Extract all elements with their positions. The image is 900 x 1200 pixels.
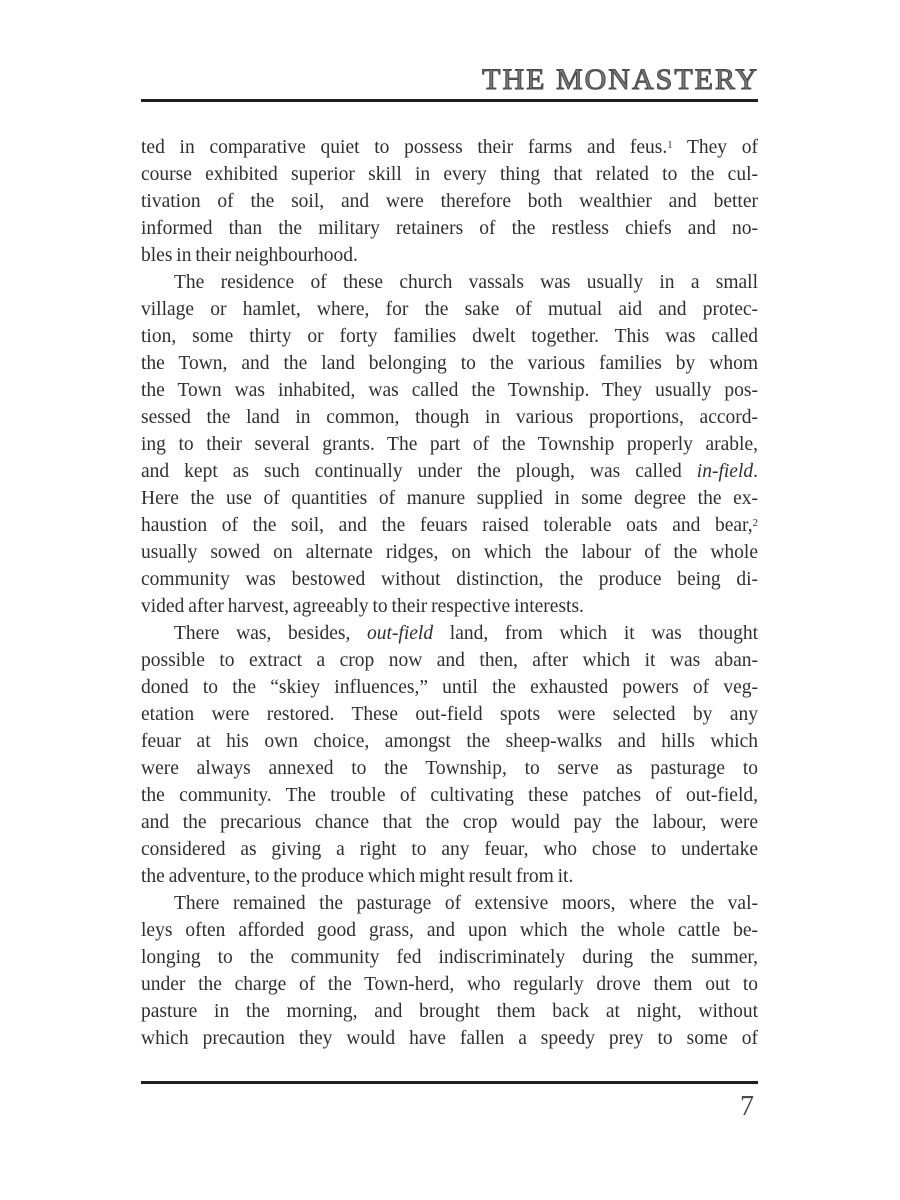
body-line: haustion of the soil, and the feuars raised tolerable oats and bear,$^2$ bbox=[141, 515, 758, 536]
italic-term: out-field bbox=[367, 623, 434, 644]
footer-rule bbox=[141, 1081, 758, 1084]
body-line: There was, besides, out-field land, from which it was thought bbox=[174, 623, 758, 644]
body-line: usually sowed on alternate ridges, on which the labour of the whole bbox=[141, 542, 758, 563]
body-line: doned to the “skiey influences,” until the exhausted powers of veg- bbox=[141, 677, 758, 698]
body-line: village or hamlet, where, for the sake of mutual aid and protec- bbox=[141, 299, 758, 320]
body-line: the Town, and the land belonging to the various families by whom bbox=[141, 353, 758, 374]
page-header-title: THE MONASTERY bbox=[482, 63, 759, 96]
body-line: community was bestowed without distinction, the produce being di- bbox=[141, 569, 758, 590]
header-rule bbox=[141, 99, 758, 102]
body-line: informed than the military retainers of the restless chiefs and no- bbox=[141, 218, 758, 239]
body-line: There remained the pasturage of extensive moors, where the val- bbox=[174, 893, 758, 914]
body-line: ing to their several grants. The part of the Township properly arable, bbox=[141, 434, 758, 455]
body-line: feuar at his own choice, amongst the sheep-walks and hills which bbox=[141, 731, 758, 752]
italic-term: in-field bbox=[696, 461, 754, 482]
body-line: and the precarious chance that the crop would pay the labour, were bbox=[141, 812, 758, 833]
body-line: leys often afforded good grass, and upon which the whole cattle be- bbox=[141, 920, 758, 941]
footnote-marker: 2 bbox=[752, 517, 758, 530]
body-line: the adventure, to the produce which might result from it. bbox=[141, 866, 574, 887]
body-line: considered as giving a right to any feuar, who chose to undertake bbox=[141, 839, 758, 860]
body-line: pasture in the morning, and brought them back at night, without bbox=[141, 1001, 758, 1022]
body-line: etation were restored. These out-field spots were selected by any bbox=[141, 704, 758, 725]
body-text bbox=[141, 134, 758, 1052]
body-line: ted in comparative quiet to possess their farms and feus.$^1$ They of bbox=[141, 137, 758, 158]
body-line: vided after harvest, agreeably to their respective interests. bbox=[141, 596, 584, 617]
body-line: possible to extract a crop now and then, after which it was aban- bbox=[141, 650, 758, 671]
body-line: under the charge of the Town-herd, who regularly drove them out to bbox=[141, 974, 758, 995]
body-line: and kept as such continually under the plough, was called in-field. bbox=[141, 461, 758, 482]
body-line: the Town was inhabited, was called the Township. They usually pos- bbox=[141, 380, 758, 401]
body-line: tivation of the soil, and were therefore both wealthier and better bbox=[141, 191, 758, 212]
body-line: which precaution they would have fallen a speedy prey to some of bbox=[141, 1028, 758, 1049]
body-line: sessed the land in common, though in various proportions, accord- bbox=[141, 407, 758, 428]
body-line: were always annexed to the Township, to serve as pasturage to bbox=[141, 758, 758, 779]
body-line: course exhibited superior skill in every thing that related to the cul- bbox=[141, 164, 758, 185]
body-line: bles in their neighbourhood. bbox=[141, 245, 358, 266]
body-line: longing to the community fed indiscriminately during the summer, bbox=[141, 947, 758, 968]
body-line: Here the use of quantities of manure supplied in some degree the ex- bbox=[141, 488, 758, 509]
body-line: The residence of these church vassals was usually in a small bbox=[174, 272, 758, 293]
footnote-marker: 1 bbox=[667, 139, 673, 152]
body-line: tion, some thirty or forty families dwelt together. This was called bbox=[141, 326, 758, 347]
body-line: the community. The trouble of cultivating these patches of out-field, bbox=[141, 785, 758, 806]
page-number: 7 bbox=[740, 1091, 754, 1122]
